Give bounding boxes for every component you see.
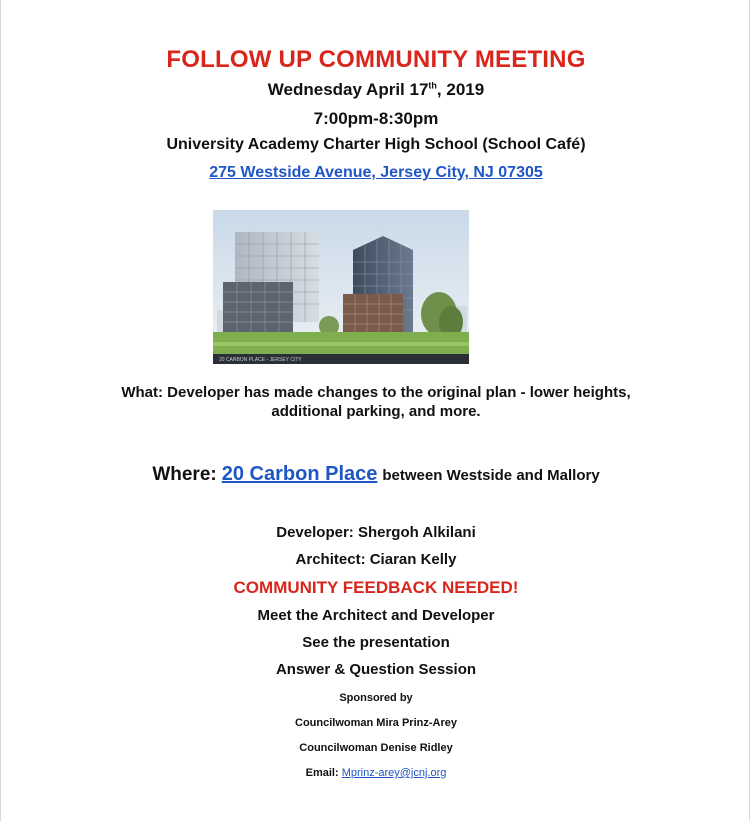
feedback-heading: COMMUNITY FEEDBACK NEEDED! [233,578,519,597]
address-line [1,164,750,182]
date-year: , 2019 [436,80,485,99]
meeting-venue: University Academy Charter High School (School Café) [166,136,586,153]
what-description: What: Developer has made changes to the original plan - lower heights, additional parking, and more. [121,384,631,420]
architect-name: Architect: Ciaran Kelly [295,551,457,568]
presentation-line: See the presentation [302,634,450,651]
sponsor-2: Councilwoman Denise Ridley [299,742,453,754]
meeting-date [1,80,750,100]
developer-name: Developer: Shergoh Alkilani [276,524,476,541]
where-place-link[interactable]: 20 Carbon Place [221,463,378,485]
meeting-title: FOLLOW UP COMMUNITY MEETING [166,46,586,73]
meet-line: Meet the Architect and Developer [257,607,495,624]
where-line [1,463,750,486]
sponsored-by: Sponsored by [339,692,413,704]
building-rendering-image [213,210,469,364]
where-label: Where: [152,464,217,485]
qa-line: Answer & Question Session [275,661,477,678]
meeting-time: 7:00pm-8:30pm [313,109,439,128]
image-caption: 20 CARBON PLACE - JERSEY CITY [219,357,302,363]
email-label: Email: [305,767,342,779]
email-link[interactable]: Mprinz-arey@jcnj.org [341,767,447,779]
where-rest: between Westside and Mallory [382,467,600,484]
date-suffix: th [428,80,437,91]
email-line [1,767,750,779]
sponsor-1: Councilwoman Mira Prinz-Arey [295,717,457,729]
address-link[interactable]: 275 Westside Avenue, Jersey City, NJ 07305 [209,164,543,181]
date-text: Wednesday April 17 [267,80,429,99]
